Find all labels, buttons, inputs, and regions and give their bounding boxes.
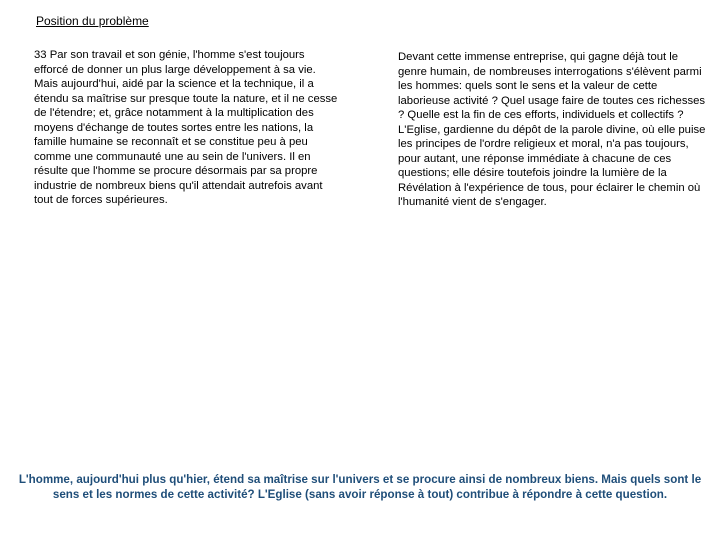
left-column-text: Par son travail et son génie, l'homme s'est toujours efforcé de donner un plus large développement à sa vie. Mais aujourd'hui, aidé par la science et la technique, il a étendu sa maîtrise sur presque toute la nature, et il ne cesse de l'étendre; et, grâce notamment à la multiplication des moyens d'échange de toutes sortes entre les nations, la famille humaine se reconnaît et se constitue peu à peu comme une communauté une au sein de l'univers. Il en résulte que l'homme se procure désormais par sa propre industrie de nombreux biens qu'il attendait autrefois avant tout de forces supérieures. (34, 49, 338, 206)
right-column-paragraph (398, 50, 708, 210)
right-column-text: Devant cette immense entreprise, qui gagne déjà tout le genre humain, de nombreuses interrogations s'élèvent parmi les hommes: quels sont le sens et la valeur de cette laborieuse activité ? Quel usage faire de toutes ces richesses ? Quelle est la fin de ces efforts, individuels et collectifs ? L'Eglise, gardienne du dépôt de la parole divine, où elle puise les principes de l'ordre religieux et moral, n'a pas toujours, pour autant, une réponse immédiate à chacune de ces questions; elle désire toutefois joindre la lumière de la Révélation à l'expérience de tous, pour éclairer le chemin où l'humanité vient de s'engager. (398, 51, 706, 208)
page-title: Position du problème (36, 14, 149, 28)
summary-text: L'homme, aujourd'hui plus qu'hier, étend sa maîtrise sur l'univers et se procure ainsi de nombreux biens. Mais quels sont le sens et les normes de cette activité? L'Eglise (sans avoir réponse à tout) contribue à répondre à cette question. (18, 473, 702, 501)
left-column-paragraph (34, 48, 340, 208)
paragraph-number: 33 (34, 49, 47, 61)
